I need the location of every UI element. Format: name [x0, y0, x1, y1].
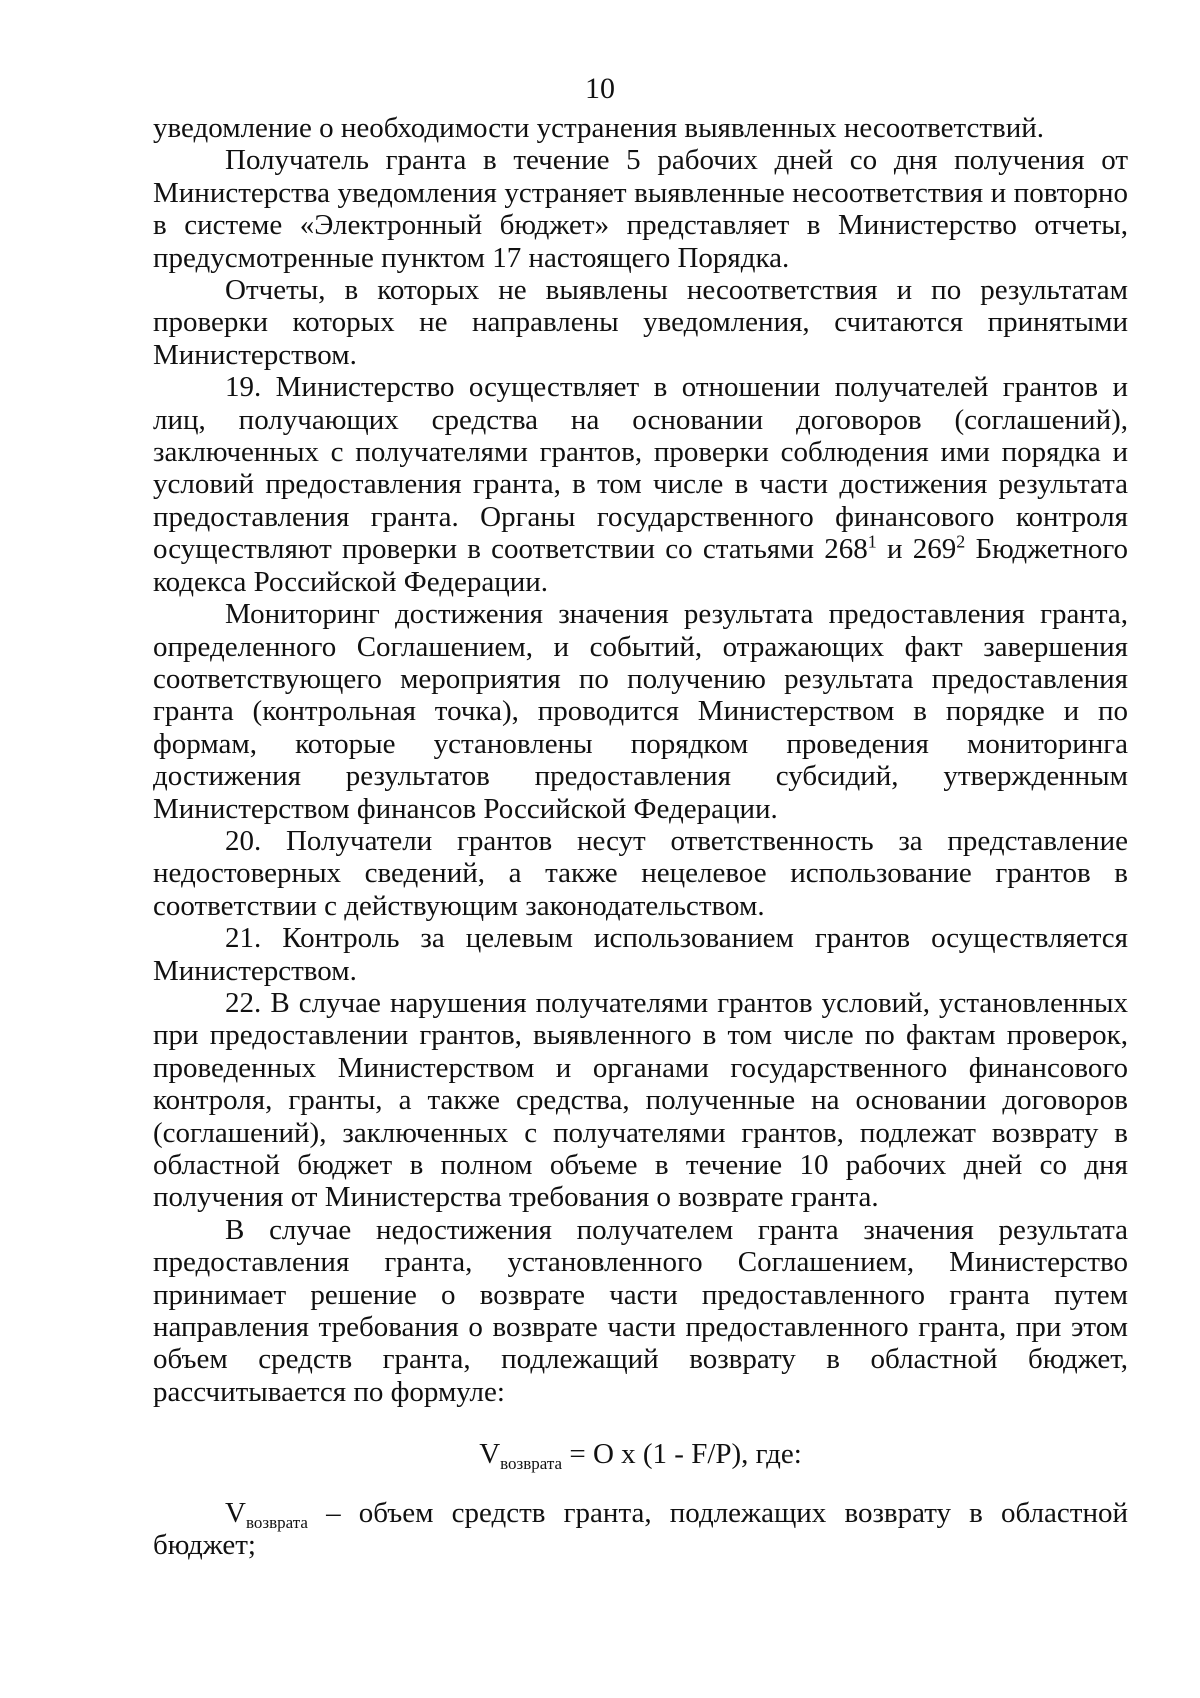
paragraph-21: 21. Контроль за целевым использованием грантов осуществляется Министерством.	[153, 922, 1128, 987]
document-body	[153, 112, 1128, 1561]
formula-definition	[153, 1497, 1128, 1562]
definition-text: – объем средств гранта, подлежащих возврату в областной бюджет;	[153, 1496, 1128, 1562]
return-formula	[153, 1438, 1128, 1474]
paragraph-continuation: уведомление о необходимости устранения выявленных несоответствий.	[153, 112, 1045, 144]
definition-variable: V	[225, 1496, 246, 1529]
paragraph-19-text-b: и 269	[876, 533, 957, 566]
paragraph-19	[153, 371, 1128, 598]
paragraph-recipient-correction: Получатель гранта в течение 5 рабочих дней со дня получения от Министерства уведомления устраняет выявленные несоответствия и повторно в системе «Электронный бюджет» представляет в Министерство отчеты, предусмотренные пунктом 17 настоящего Порядка.	[153, 144, 1128, 274]
formula-expression: = O x (1 - F/P), где:	[562, 1438, 802, 1471]
paragraph-20: 20. Получатели грантов несут ответственность за представление недостоверных сведений, а также нецелевое использование грантов в соответствии с действующим законодательством.	[153, 824, 1128, 922]
article-269-superscript: 2	[956, 531, 966, 552]
article-268-superscript: 1	[867, 531, 877, 552]
paragraph-19-text-c: Бюджетного кодекса Российской Федерации.	[153, 533, 1128, 598]
formula-subscript: возврата	[500, 1454, 563, 1474]
paragraph-19-text-a: 19. Министерство осуществляет в отношении получателей грантов и лиц, получающих средства на основании договоров (соглашений), заключенных с получателями грантов, проверки соблюдения ими порядка и условий предоставления гранта, в том числе в части достижения результата предоставления гранта. Органы государственного финансового контроля осуществляют проверки в соответствии со статьями 268	[153, 371, 1128, 566]
formula-variable: V	[479, 1438, 501, 1471]
paragraph-22: 22. В случае нарушения получателями грантов условий, установленных при предоставлении грантов, выявленного в том числе по фактам проверок, проведенных Министерством и органами государственного финансового контроля, гранты, а также средства, полученные на основании договоров (соглашений), заключенных с получателями грантов, подлежат возврату в областной бюджет в полном объеме в течение 10 рабочих дней со дня получения от Министерства требования о возврате гранта.	[153, 986, 1128, 1214]
definition-subscript: возврата	[245, 1512, 308, 1532]
paragraph-partial-return: В случае недостижения получателем гранта значения результата предоставления гранта, установленного Соглашением, Министерство принимает решение о возврате части предоставленного гранта путем направления требования о возврате части предоставленного гранта, при этом объем средств гранта, подлежащий возврату в областной бюджет, рассчитывается по формуле:	[153, 1213, 1128, 1408]
paragraph-reports-accepted: Отчеты, в которых не выявлены несоответствия и по результатам проверки которых не направлены уведомления, считаются принятыми Министерством.	[153, 274, 1128, 371]
page-number: 10	[585, 72, 615, 105]
paragraph-monitoring: Мониторинг достижения значения результата предоставления гранта, определенного Соглашением, и событий, отражающих факт завершения соответствующего мероприятия по получению результата предоставления гранта (контрольная точка), проводится Министерством в порядке и по формам, которые установлены порядком проведения мониторинга достижения результатов предоставления субсидий, утвержденным Министерством финансов Российской Федерации.	[153, 598, 1128, 825]
